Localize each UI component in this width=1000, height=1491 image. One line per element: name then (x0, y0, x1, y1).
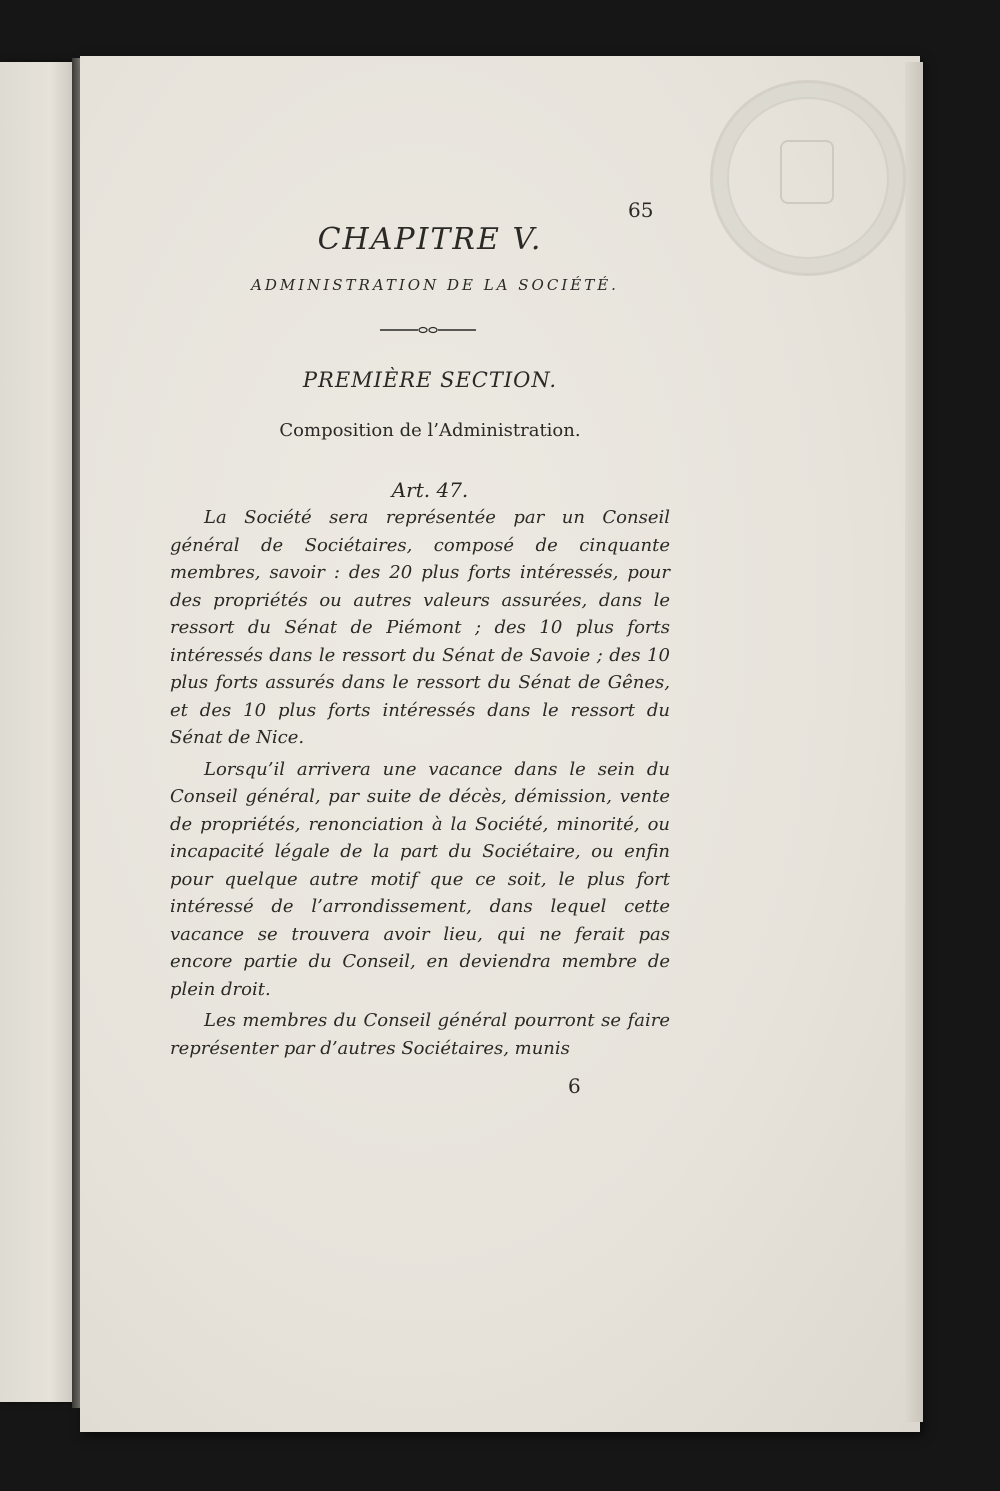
section-title: PREMIÈRE SECTION. (302, 368, 558, 392)
page-edge-right (905, 62, 923, 1422)
section-subtitle: Composition de l’Administration. (279, 420, 581, 441)
signature-mark: 6 (568, 1074, 581, 1098)
chapter-title: CHAPITRE V. (317, 222, 543, 257)
ornament-divider (380, 322, 476, 338)
paragraph: Lorsqu’il arrivera une vacance dans le sein du Conseil général, par suite de décès, démission, vente de propriétés, renonciation à la Société, minorité, ou incapacité légale de la part du Sociétaire, ou enfin pour quelque autre motif que ce soit, le plus fort intéressé de l’arrondissement, dans lequel cette vacance se trouvera avoir lieu, qui ne ferait pas encore partie du Conseil, en deviendra membre de plein droit. (170, 758, 670, 1000)
article-heading: Art. 47. (391, 478, 469, 502)
chapter-subtitle: ADMINISTRATION DE LA SOCIÉTÉ. (251, 276, 619, 294)
page-number: 65 (628, 198, 654, 222)
article-body (170, 504, 670, 1066)
embossed-seal-emblem (780, 140, 834, 204)
left-page-edge (0, 62, 72, 1402)
paragraph: Les membres du Conseil général pourront se faire représenter par d’autres Sociétaires, munis (170, 1010, 670, 1059)
paragraph: La Société sera représentée par un Conseil général de Sociétaires, composé de cinquante membres, savoir : des 20 plus forts intéressés, pour des propriétés ou autres valeurs assurées, dans le ressort du Sénat de Piémont ; des 10 plus forts intéressés dans le ressort du Sénat de Savoie ; des 10 plus forts assurés dans le ressort du Sénat de Gênes, et des 10 plus forts intéressés dans le ressort du Sénat de Nice. (170, 507, 670, 748)
